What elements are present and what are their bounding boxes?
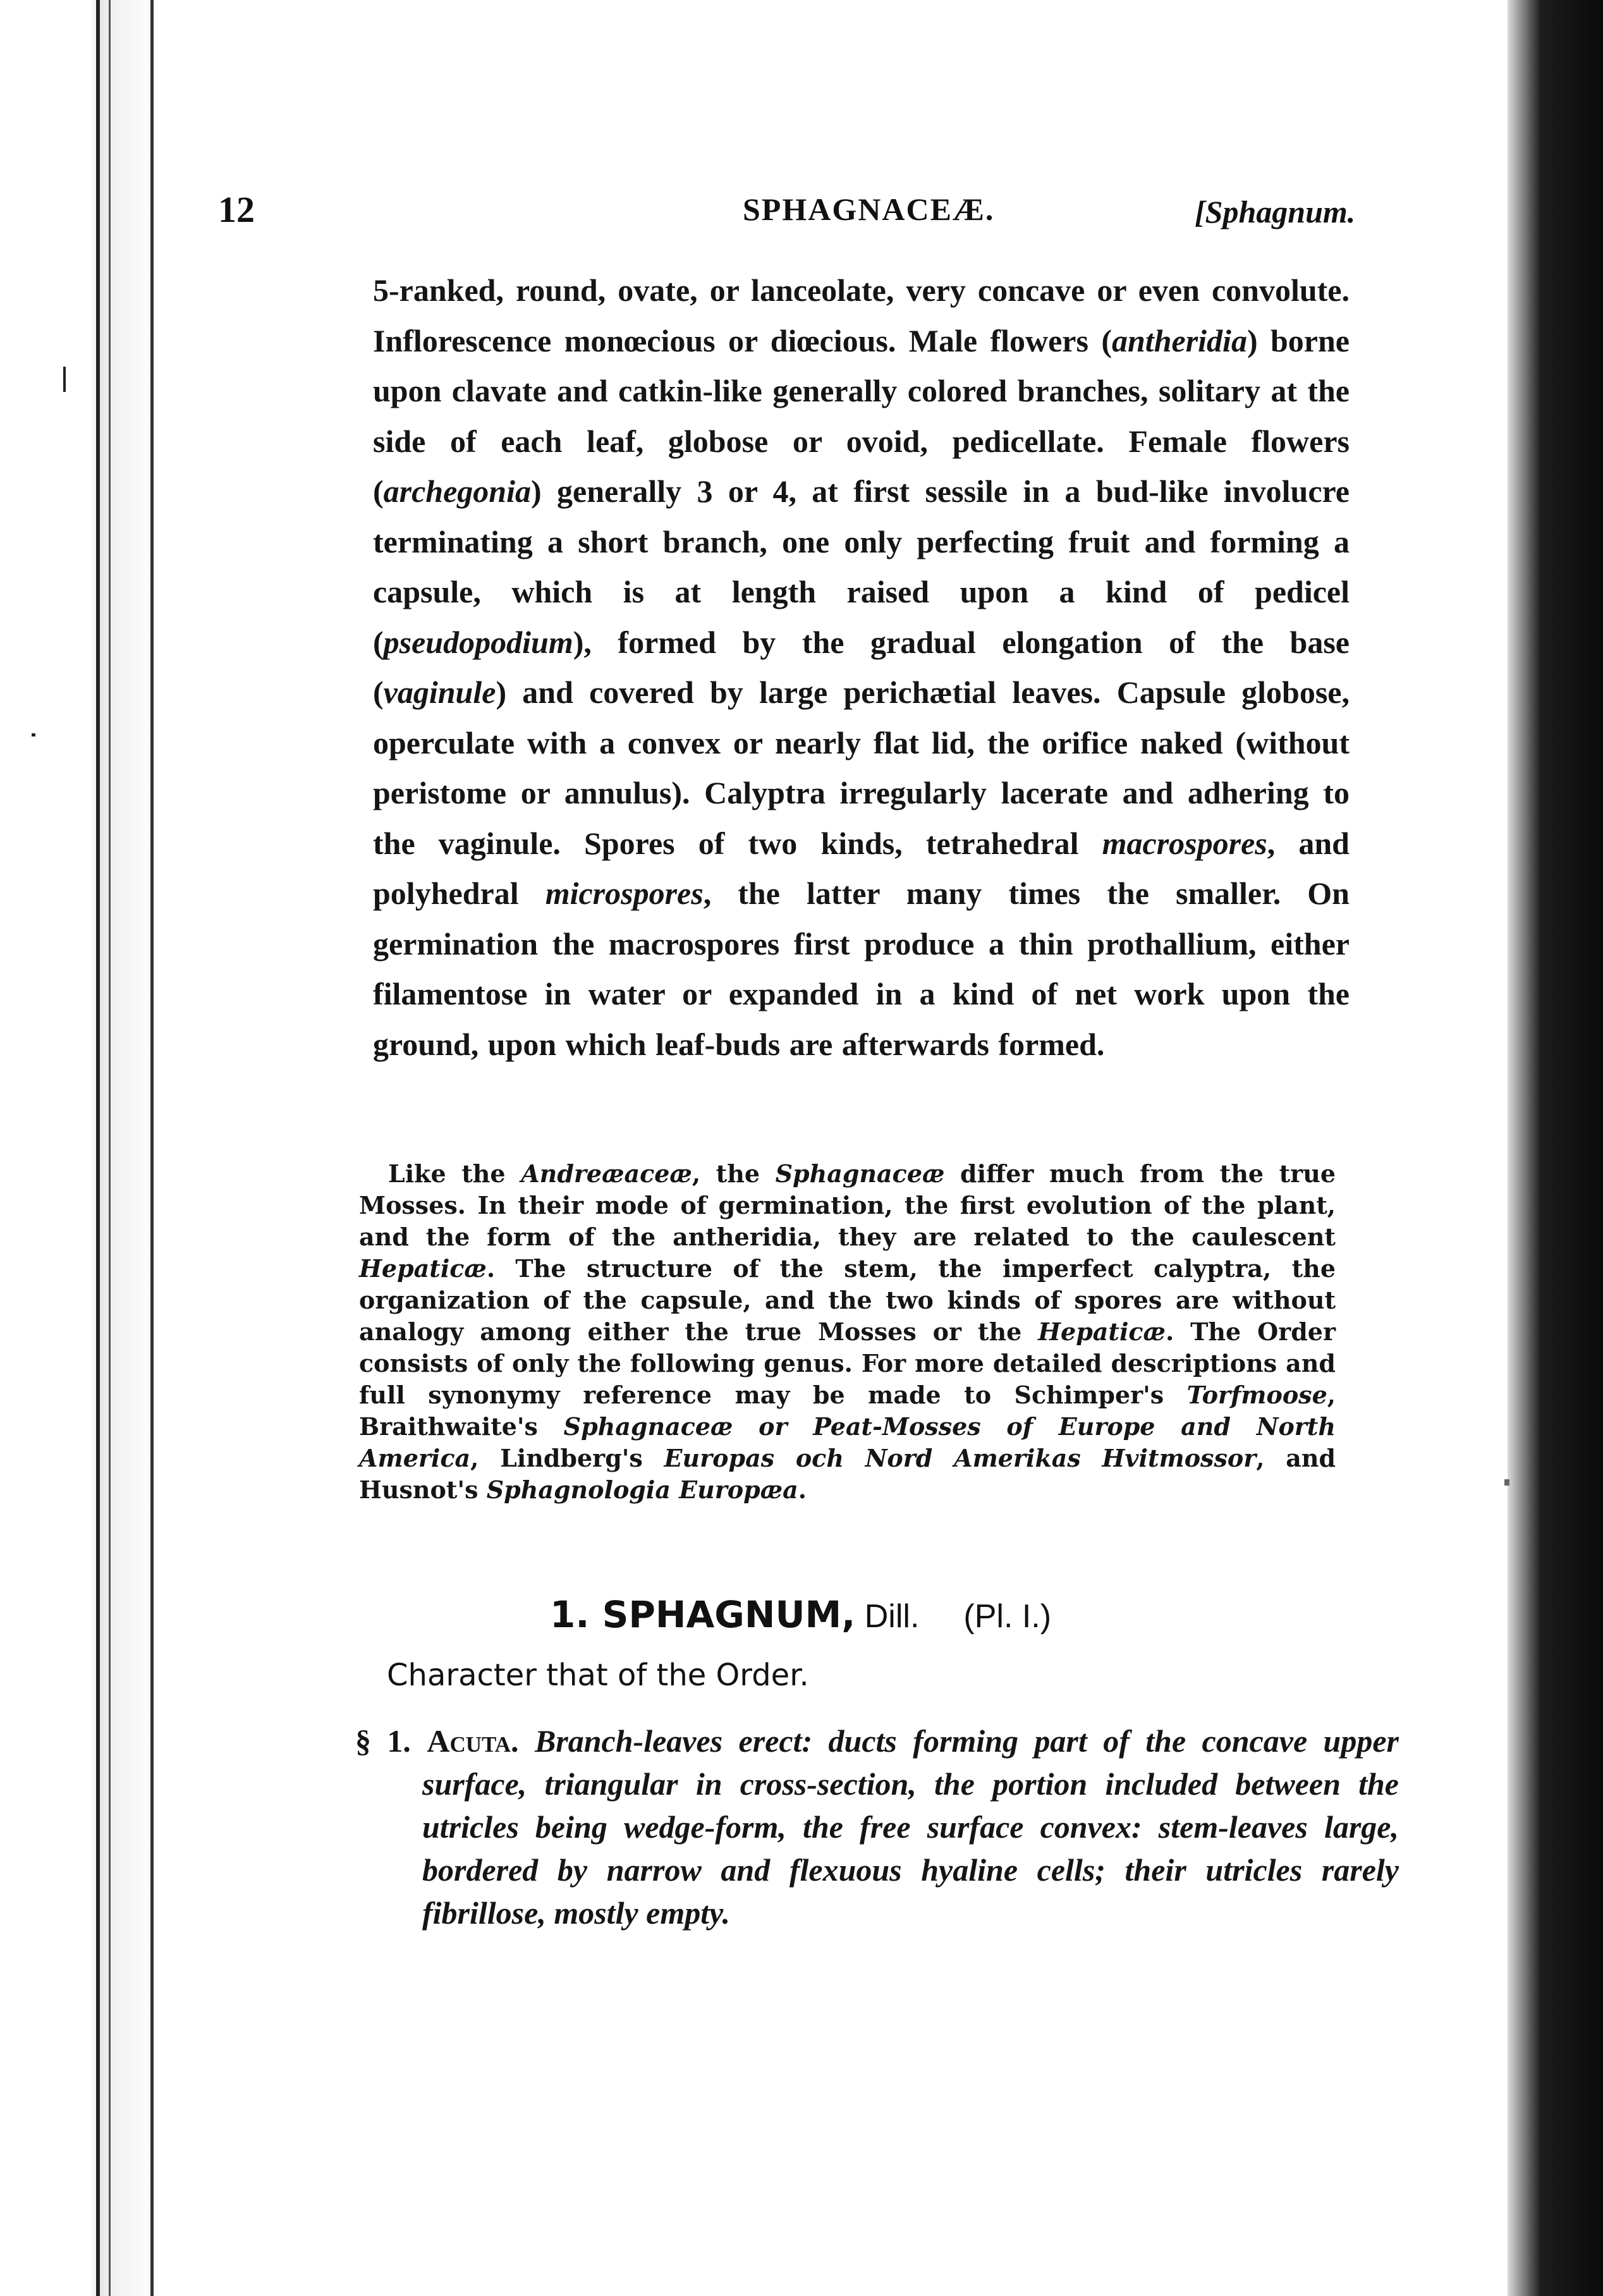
running-genus: [Sphagnum. <box>1195 194 1356 229</box>
note-text-run: Like the <box>388 1159 521 1188</box>
note-italic-term: Europas och Nord Amerikas Hvitmossor <box>664 1444 1257 1472</box>
note-italic-term: Sphagnaceæ <box>775 1159 945 1188</box>
body-text-run: , and polyhedral <box>373 825 1350 911</box>
body-italic-term: microspores <box>545 876 704 911</box>
scan-speck <box>1501 2108 1508 2134</box>
genus-character: Character that of the Order. <box>387 1658 809 1693</box>
binding-line <box>150 0 154 2296</box>
note-text-run: . <box>798 1475 807 1504</box>
note-italic-term: Andreæaceæ <box>521 1159 692 1188</box>
note-italic-term: Sphagnologia Europæa <box>486 1475 798 1504</box>
body-italic-term: pseudopodium <box>383 624 573 660</box>
body-text-run: ), formed by the gradual elongation of the base ( <box>373 624 1350 710</box>
genus-plate: (Pl. I.) <box>963 1598 1052 1635</box>
note-text-run: . The Order consists of only the following genus. For more detailed descriptions and full synonymy reference may be made to Schimper's <box>359 1317 1336 1409</box>
body-italic-term: vaginule <box>383 675 496 710</box>
section-description: Branch-leaves erect: ducts forming part of the concave upper surface, triangular in cross-section, the portion included between the utricles being wedge-form, the free surface convex: stem-leaves large, bordered by narrow and flexuous hyaline cells; their utricles rarely fibrillose, mostly empty. <box>422 1723 1399 1931</box>
note-italic-term: Hepaticæ <box>1038 1317 1166 1346</box>
note-text-run: differ much from the true Mosses. In their mode of germination, the first evolution of the plant, and the form of the antheridia, they are related to the caulescent <box>359 1159 1336 1251</box>
body-italic-term: antheridia <box>1112 322 1247 358</box>
body-text-run: ) generally 3 or 4, at first sessile in a bud-like involucre terminating a short branch, one only perfecting fruit and forming a capsule, which is at length raised upon a kind of pedicel ( <box>373 473 1350 660</box>
page-number: 12 <box>218 189 255 230</box>
note-text-run: , and Husnot's <box>359 1444 1336 1504</box>
adjacent-page-edge <box>1508 0 1603 2296</box>
section-name: Acuta. <box>427 1723 519 1759</box>
body-text-run: 5-ranked, round, ovate, or lanceolate, very concave or even convolute. Inflorescence monœcious or diœcious. Male flowers ( <box>373 272 1350 358</box>
note-text-run: , Braithwaite's <box>359 1381 1336 1441</box>
section-acuta <box>355 1719 1399 1934</box>
note-text-run: , the <box>692 1159 776 1188</box>
binding-line <box>109 0 111 2296</box>
genus-author: Dill. <box>855 1598 920 1635</box>
body-text-run: , the latter many times the smaller. On germination the macrospores first produce a thin prothallium, either filamentose in water or expanded in a kind of net work upon the ground, upon which leaf-buds are afterwards formed. <box>373 876 1350 1062</box>
note-text-run: , Lindberg's <box>470 1444 664 1472</box>
body-italic-term: archegonia <box>383 473 532 509</box>
scan-speck <box>32 733 35 736</box>
scan-speck <box>1504 1479 1509 1486</box>
section-number: § 1. <box>355 1723 427 1759</box>
order-note <box>359 1158 1336 1506</box>
body-italic-term: macrospores <box>1102 825 1267 861</box>
binding-line <box>96 0 100 2296</box>
note-text-run: . The structure of the stem, the imperfect calyptra, the organization of the capsule, and the two kinds of spores are without analogy among either the true Mosses or the <box>359 1254 1336 1346</box>
note-italic-term: Hepaticæ <box>359 1254 487 1283</box>
running-title: SPHAGNACEÆ. <box>743 192 995 227</box>
genus-name: 1. SPHAGNUM, <box>550 1593 856 1636</box>
note-italic-term: Sphagnaceæ or Peat-Mosses of Europe and North America <box>359 1412 1336 1472</box>
scan-speck <box>63 367 66 392</box>
body-text-run: ) and covered by large perichætial leaves. Capsule globose, operculate with a convex or nearly flat lid, the orifice naked (without peristome or annulus). Calyptra irregularly lacerate and adhering to the vaginule. Spores of two kinds, tetrahedral <box>373 675 1350 861</box>
genus-heading <box>550 1593 1372 1636</box>
body-text-run: ) borne upon clavate and catkin-like generally colored branches, solitary at the side of each leaf, globose or ovoid, pedicellate. Female flowers ( <box>373 322 1350 509</box>
note-italic-term: Torfmoose <box>1186 1381 1327 1409</box>
order-description <box>373 266 1350 1070</box>
running-head <box>218 188 1356 239</box>
